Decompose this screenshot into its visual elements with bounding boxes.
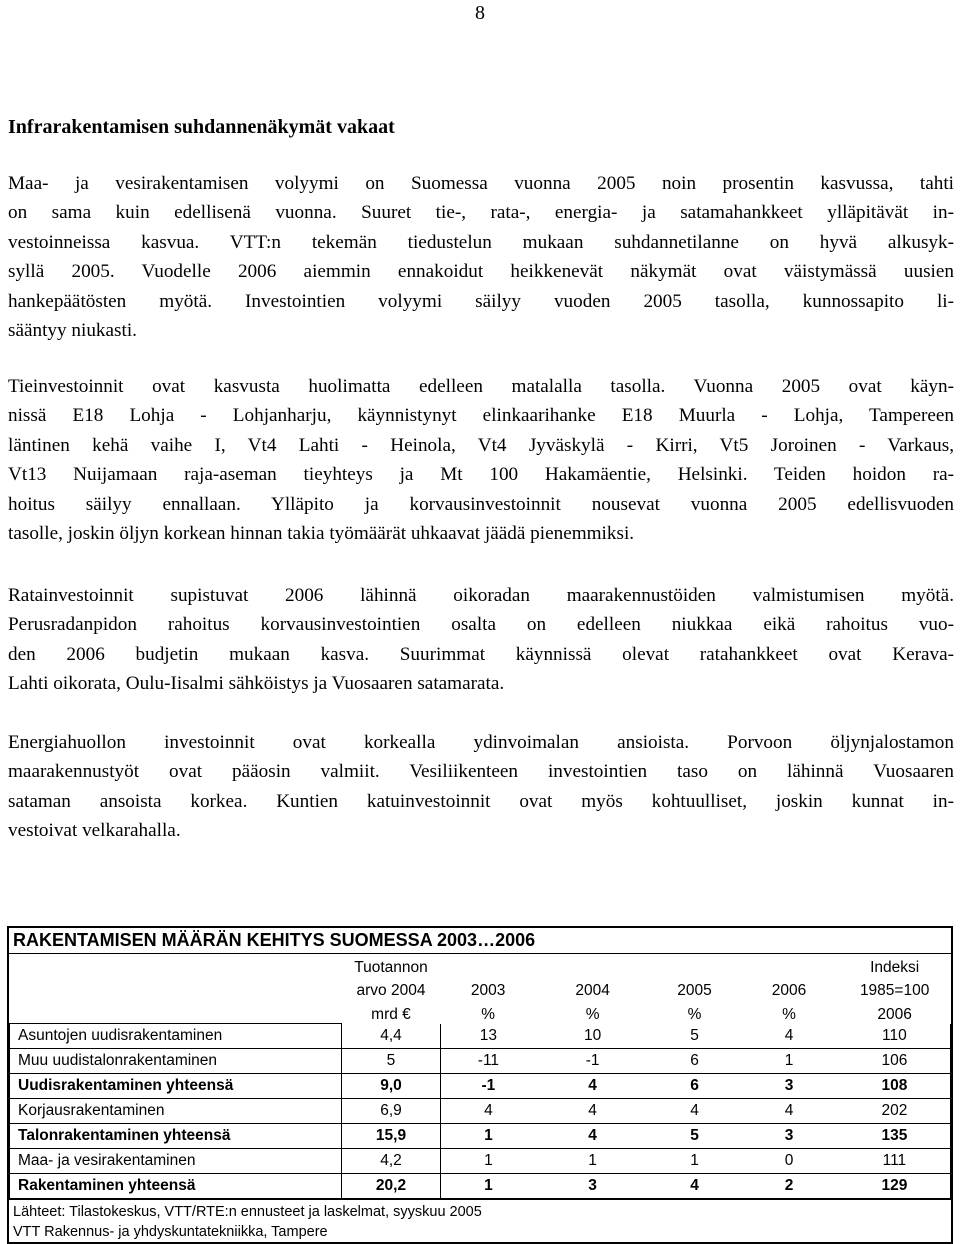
table-cell: 4 — [650, 1099, 740, 1124]
table-cell: 4 — [535, 1074, 649, 1099]
paragraph-line: tasolle, joskin öljyn korkean hinnan takia työmäärät uhkaavat jäädä pienemmiksi. — [8, 523, 635, 545]
table-row — [10, 1099, 951, 1124]
table-cell: 1 — [441, 1149, 536, 1174]
header-cell: % — [481, 1005, 496, 1023]
table-cell: 1 — [441, 1174, 536, 1199]
table-cell: 4 — [441, 1099, 536, 1124]
table-cell: 4 — [535, 1124, 649, 1149]
table-cell: 110 — [839, 1024, 951, 1049]
table-cell: 1 — [535, 1149, 649, 1174]
table-cell: 4 — [650, 1174, 740, 1199]
paragraph-4 — [8, 728, 954, 846]
header-cell: 2006 — [771, 982, 807, 999]
table-cell: 1 — [650, 1149, 740, 1174]
table-cell: 10 — [535, 1024, 649, 1049]
header-cell — [10, 1000, 342, 1024]
table-cell: 129 — [839, 1174, 951, 1199]
table-grid — [9, 954, 951, 1199]
table-title: RAKENTAMISEN MÄÄRÄN KEHITYS SUOMESSA 2003…2006 — [9, 928, 951, 954]
paragraph-line: maarakennustyöt ovat pääosin valmiit. Vesiliikenteen investointien taso on lähinnä Vuosaaren — [8, 761, 954, 783]
table-row — [10, 1124, 951, 1149]
table-header-row — [10, 977, 951, 1000]
paragraph-line: hankepäätösten myötä. Investointien volyymi säilyy vuoden 2005 tasolla, kunnossapito li- — [8, 290, 954, 312]
row-label: Asuntojen uudisrakentaminen — [10, 1024, 342, 1049]
page-number: 8 — [475, 2, 485, 24]
table-cell: 4 — [739, 1099, 838, 1124]
paragraph-line: läntinen kehä vaihe I, Vt4 Lahti - Heinola, Vt4 Jyväskylä - Kirri, Vt5 Joroinen - Varkaus, — [8, 434, 954, 456]
row-label: Talonrakentaminen yhteensä — [10, 1124, 342, 1149]
paragraph-line: nissä E18 Lohja - Lohjanharju, käynnistynyt elinkaarihanke E18 Muurla - Lohja, Tampereen — [8, 405, 954, 427]
paragraph-2 — [8, 372, 954, 548]
header-cell: mrd € — [371, 1005, 411, 1023]
table-header-row — [10, 1000, 951, 1024]
table-cell: 111 — [839, 1149, 951, 1174]
table-cell: 1 — [739, 1049, 838, 1074]
row-label: Muu uudistalonrakentaminen — [10, 1049, 342, 1074]
header-cell: 2006 — [877, 1005, 912, 1023]
header-cell: % — [585, 1005, 600, 1023]
header-cell: Indeksi — [870, 959, 920, 976]
header-cell — [10, 954, 342, 977]
header-cell — [739, 954, 838, 977]
header-cell: 1985=100 — [859, 982, 930, 999]
header-cell: 2004 — [575, 982, 610, 999]
table-cell: 9,0 — [341, 1074, 441, 1099]
table-cell: 6 — [650, 1074, 740, 1099]
paragraph-line: den 2006 budjetin mukaan kasva. Suurimmat käynnissä olevat ratahankkeet ovat Kerava- — [8, 643, 954, 665]
paragraph-line: Maa- ja vesirakentamisen volyymi on Suomessa vuonna 2005 noin prosentin kasvussa, tahti — [8, 173, 954, 194]
table-row — [10, 1024, 951, 1049]
table-cell: 3 — [535, 1174, 649, 1199]
table-cell: -11 — [441, 1049, 536, 1074]
paragraph-line: Vt13 Nuijamaan raja-aseman tieyhteys ja Mt 100 Hakamäentie, Helsinki. Teiden hoidon ra- — [8, 464, 954, 486]
header-cell: arvo 2004 — [356, 982, 426, 999]
table-cell: 2 — [739, 1174, 838, 1199]
paragraph-line: hoitus säilyy ennallaan. Ylläpito ja korvausinvestoinnit nousevat vuonna 2005 edellisvuoden — [8, 493, 954, 515]
table-cell: 135 — [839, 1124, 951, 1149]
table-cell: 20,2 — [341, 1174, 441, 1199]
paragraph-line: vestoinneissa kasvua. VTT:n tekemän tiedustelun mukaan suhdannetilanne on hyvä alkusyk- — [8, 231, 954, 253]
header-cell: Tuotannon — [354, 959, 428, 976]
table-body — [10, 1024, 951, 1199]
table-cell: 13 — [441, 1024, 536, 1049]
row-label: Maa- ja vesirakentaminen — [10, 1149, 342, 1174]
row-label: Rakentaminen yhteensä — [10, 1174, 342, 1199]
paragraph-line: on sama kuin edellisenä vuonna. Suuret tie-, rata-, energia- ja satamahankkeet ylläpitävät in- — [8, 202, 954, 224]
paragraph-line: Perusradanpidon rahoitus korvausinvestointien osalta on edelleen niukkaa eikä rahoitus vuo- — [8, 614, 954, 636]
table-cell: 202 — [839, 1099, 951, 1124]
header-cell: % — [782, 1005, 796, 1023]
table-cell: 4,4 — [341, 1024, 441, 1049]
table-cell: 0 — [739, 1149, 838, 1174]
table-cell: 4 — [739, 1024, 838, 1049]
paragraph-line: Tieinvestoinnit ovat kasvusta huolimatta edelleen matalalla tasolla. Vuonna 2005 ovat käyn- — [8, 376, 954, 397]
table-row — [10, 1174, 951, 1199]
header-cell — [441, 954, 536, 977]
paragraph-line: syllä 2005. Vuodelle 2006 aiemmin ennakoidut heikkenevät näkymät ovat väistymässä uusien — [8, 261, 954, 283]
table-cell: 1 — [441, 1124, 536, 1149]
table-cell: 3 — [739, 1124, 838, 1149]
paragraph-line: sääntyy niukasti. — [8, 320, 137, 342]
source-line: Lähteet: Tilastokeskus, VTT/RTE:n ennusteet ja laskelmat, syyskuu 2005 — [13, 1204, 482, 1220]
table-cell: 5 — [341, 1049, 441, 1074]
table-header-row — [10, 954, 951, 977]
table-cell: 4 — [535, 1099, 649, 1124]
header-cell — [10, 977, 342, 1000]
table-row — [10, 1074, 951, 1099]
construction-volume-table — [7, 926, 953, 1244]
table-cell: 6,9 — [341, 1099, 441, 1124]
paragraph-line: vestoivat velkarahalla. — [8, 820, 181, 842]
paragraph-1 — [8, 169, 954, 345]
table-cell: 5 — [650, 1124, 740, 1149]
source-line: VTT Rakennus- ja yhdyskuntatekniikka, Tampere — [13, 1224, 328, 1240]
header-cell: 2005 — [677, 982, 712, 999]
paragraph-line: Ratainvestoinnit supistuvat 2006 lähinnä oikoradan maarakennustöiden valmistumisen myötä. — [8, 585, 954, 606]
table-cell: 5 — [650, 1024, 740, 1049]
paragraph-line: Energiahuollon investoinnit ovat korkealla ydinvoimalan ansioista. Porvoon öljynjalostamon — [8, 732, 954, 753]
table-row — [10, 1049, 951, 1074]
row-label: Korjausrakentaminen — [10, 1099, 342, 1124]
table-cell: 4,2 — [341, 1149, 441, 1174]
header-cell: % — [687, 1005, 702, 1023]
table-cell: -1 — [535, 1049, 649, 1074]
table-cell: 6 — [650, 1049, 740, 1074]
paragraph-line: Lahti oikorata, Oulu-Iisalmi sähköistys ja Vuosaaren satamarata. — [8, 673, 505, 695]
header-cell — [650, 954, 740, 977]
paragraph-line: sataman ansoista korkea. Kuntien katuinvestoinnit ovat myös kohtuulliset, joskin kunnat in- — [8, 790, 954, 812]
header-cell — [535, 954, 649, 977]
table-cell: 106 — [839, 1049, 951, 1074]
section-heading: Infrarakentamisen suhdannenäkymät vakaat — [8, 116, 395, 138]
table-cell: 3 — [739, 1074, 838, 1099]
table-cell: 15,9 — [341, 1124, 441, 1149]
header-cell: 2003 — [470, 982, 506, 999]
table-row — [10, 1149, 951, 1174]
table-cell: 108 — [839, 1074, 951, 1099]
row-label: Uudisrakentaminen yhteensä — [10, 1074, 342, 1099]
paragraph-3 — [8, 581, 954, 699]
table-cell: -1 — [441, 1074, 536, 1099]
table-sources — [9, 1199, 951, 1242]
